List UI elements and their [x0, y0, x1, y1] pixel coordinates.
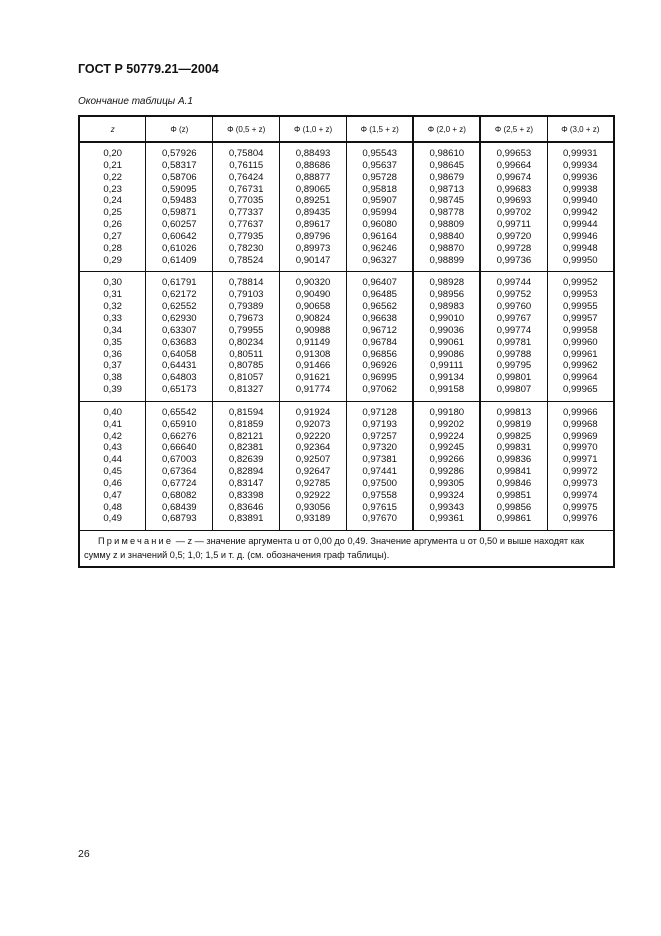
cell-value: 0,99702 [480, 207, 547, 219]
cell-value: 0,78524 [213, 255, 280, 272]
cell-value: 0,95728 [347, 172, 414, 184]
cell-value: 0,89251 [280, 195, 347, 207]
cell-value: 0,99944 [547, 219, 614, 231]
cell-z: 0,29 [79, 255, 146, 272]
cell-value: 0,83646 [213, 502, 280, 514]
cell-value: 0,67364 [146, 466, 213, 478]
cell-value: 0,82121 [213, 431, 280, 443]
cell-value: 0,99180 [413, 401, 480, 418]
table-row [79, 401, 614, 418]
cell-value: 0,97062 [347, 384, 414, 401]
cell-value: 0,99953 [547, 289, 614, 301]
cell-value: 0,89435 [280, 207, 347, 219]
cell-value: 0,99952 [547, 272, 614, 289]
cell-value: 0,92922 [280, 490, 347, 502]
note-text: — z — значение аргумента u от 0,00 до 0,49. Значение аргумента u от 0,50 и выше находят как сумму z и значений 0,5; 1,0; 1,5 и т. д. (см. обозначения граф таблицы). [84, 536, 585, 561]
cell-value: 0,99831 [480, 442, 547, 454]
cell-value: 0,92647 [280, 466, 347, 478]
cell-value: 0,77637 [213, 219, 280, 231]
cell-value: 0,97615 [347, 502, 414, 514]
cell-value: 0,99964 [547, 372, 614, 384]
cell-value: 0,99938 [547, 184, 614, 196]
cell-value: 0,81327 [213, 384, 280, 401]
table-row [79, 207, 614, 219]
cell-value: 0,99664 [480, 160, 547, 172]
cell-value: 0,83147 [213, 478, 280, 490]
cell-value: 0,95994 [347, 207, 414, 219]
cell-value: 0,99202 [413, 419, 480, 431]
cell-value: 0,97320 [347, 442, 414, 454]
cell-value: 0,65542 [146, 401, 213, 418]
cell-value: 0,89065 [280, 184, 347, 196]
cell-value: 0,92220 [280, 431, 347, 443]
table-row [79, 313, 614, 325]
cell-value: 0,99286 [413, 466, 480, 478]
cell-value: 0,61791 [146, 272, 213, 289]
cell-value: 0,99788 [480, 349, 547, 361]
cell-value: 0,99936 [547, 172, 614, 184]
cell-value: 0,99744 [480, 272, 547, 289]
cell-value: 0,91466 [280, 360, 347, 372]
cell-value: 0,77337 [213, 207, 280, 219]
column-header-z: z [79, 116, 146, 142]
cell-value: 0,95818 [347, 184, 414, 196]
cell-value: 0,64058 [146, 349, 213, 361]
cell-value: 0,82894 [213, 466, 280, 478]
cell-value: 0,80234 [213, 337, 280, 349]
cell-value: 0,98809 [413, 219, 480, 231]
table-caption: Окончание таблицы А.1 [78, 96, 193, 107]
cell-value: 0,97257 [347, 431, 414, 443]
cell-value: 0,59095 [146, 184, 213, 196]
table-row [79, 349, 614, 361]
cell-value: 0,64431 [146, 360, 213, 372]
cell-value: 0,99950 [547, 255, 614, 272]
cell-z: 0,26 [79, 219, 146, 231]
column-header-phi-z: Φ (z) [146, 116, 213, 142]
cell-value: 0,99305 [413, 478, 480, 490]
cell-value: 0,79955 [213, 325, 280, 337]
cell-value: 0,68439 [146, 502, 213, 514]
cell-value: 0,89617 [280, 219, 347, 231]
column-header-phi-1-0: Φ (1,0 + z) [280, 116, 347, 142]
cell-z: 0,35 [79, 337, 146, 349]
cell-value: 0,99969 [547, 431, 614, 443]
cell-value: 0,99975 [547, 502, 614, 514]
cell-value: 0,81859 [213, 419, 280, 431]
cell-value: 0,90490 [280, 289, 347, 301]
table-row [79, 195, 614, 207]
cell-value: 0,92073 [280, 419, 347, 431]
cell-value: 0,99781 [480, 337, 547, 349]
cell-value: 0,92785 [280, 478, 347, 490]
cell-value: 0,90658 [280, 301, 347, 313]
cell-value: 0,77035 [213, 195, 280, 207]
column-header-phi-2-0: Φ (2,0 + z) [413, 116, 480, 142]
cell-value: 0,99946 [547, 231, 614, 243]
cell-value: 0,82639 [213, 454, 280, 466]
cell-value: 0,99968 [547, 419, 614, 431]
cell-value: 0,99324 [413, 490, 480, 502]
cell-value: 0,99795 [480, 360, 547, 372]
cell-value: 0,90824 [280, 313, 347, 325]
cell-value: 0,99774 [480, 325, 547, 337]
cell-value: 0,99728 [480, 243, 547, 255]
cell-value: 0,99970 [547, 442, 614, 454]
cell-z: 0,25 [79, 207, 146, 219]
table-row [79, 490, 614, 502]
cell-value: 0,99819 [480, 419, 547, 431]
cell-value: 0,99962 [547, 360, 614, 372]
table-row [79, 502, 614, 514]
table-row [79, 431, 614, 443]
cell-value: 0,96327 [347, 255, 414, 272]
table-row [79, 231, 614, 243]
cell-value: 0,99825 [480, 431, 547, 443]
cell-value: 0,62172 [146, 289, 213, 301]
cell-value: 0,63307 [146, 325, 213, 337]
table-row [79, 289, 614, 301]
cell-value: 0,98645 [413, 160, 480, 172]
cell-value: 0,90988 [280, 325, 347, 337]
cell-value: 0,61409 [146, 255, 213, 272]
cell-value: 0,76424 [213, 172, 280, 184]
cell-value: 0,99767 [480, 313, 547, 325]
cell-value: 0,88493 [280, 142, 347, 160]
table-row [79, 172, 614, 184]
cell-value: 0,81594 [213, 401, 280, 418]
table-block [79, 142, 614, 272]
cell-value: 0,65173 [146, 384, 213, 401]
cell-value: 0,89973 [280, 243, 347, 255]
cell-z: 0,31 [79, 289, 146, 301]
column-header-phi-3-0: Φ (3,0 + z) [547, 116, 614, 142]
cell-value: 0,99711 [480, 219, 547, 231]
cell-value: 0,99851 [480, 490, 547, 502]
cell-value: 0,99807 [480, 384, 547, 401]
table-header-row [79, 116, 614, 142]
cell-value: 0,99361 [413, 513, 480, 530]
cell-z: 0,20 [79, 142, 146, 160]
table-row [79, 478, 614, 490]
cell-value: 0,97558 [347, 490, 414, 502]
cell-value: 0,95907 [347, 195, 414, 207]
cell-value: 0,79673 [213, 313, 280, 325]
cell-value: 0,98610 [413, 142, 480, 160]
cell-value: 0,98778 [413, 207, 480, 219]
page-number: 26 [78, 848, 90, 860]
cell-value: 0,99693 [480, 195, 547, 207]
cell-z: 0,30 [79, 272, 146, 289]
cell-value: 0,76115 [213, 160, 280, 172]
cell-value: 0,99846 [480, 478, 547, 490]
cell-value: 0,66640 [146, 442, 213, 454]
cell-value: 0,79389 [213, 301, 280, 313]
cell-value: 0,78814 [213, 272, 280, 289]
table-row [79, 184, 614, 196]
cell-z: 0,28 [79, 243, 146, 255]
cell-value: 0,83891 [213, 513, 280, 530]
table-row [79, 337, 614, 349]
cell-z: 0,38 [79, 372, 146, 384]
table-row [79, 384, 614, 401]
cell-value: 0,81057 [213, 372, 280, 384]
cell-value: 0,59483 [146, 195, 213, 207]
cell-value: 0,99158 [413, 384, 480, 401]
cell-z: 0,32 [79, 301, 146, 313]
cell-value: 0,99931 [547, 142, 614, 160]
cell-value: 0,99111 [413, 360, 480, 372]
table-row [79, 454, 614, 466]
cell-value: 0,95543 [347, 142, 414, 160]
table-note [79, 531, 614, 568]
cell-value: 0,96995 [347, 372, 414, 384]
cell-value: 0,95637 [347, 160, 414, 172]
table-block [79, 401, 614, 530]
cell-z: 0,44 [79, 454, 146, 466]
cell-value: 0,99934 [547, 160, 614, 172]
cell-value: 0,61026 [146, 243, 213, 255]
cell-value: 0,99965 [547, 384, 614, 401]
cell-value: 0,68082 [146, 490, 213, 502]
table-row [79, 442, 614, 454]
cell-value: 0,57926 [146, 142, 213, 160]
cell-z: 0,42 [79, 431, 146, 443]
cell-value: 0,60257 [146, 219, 213, 231]
cell-value: 0,93189 [280, 513, 347, 530]
table-row [79, 219, 614, 231]
cell-value: 0,98745 [413, 195, 480, 207]
cell-value: 0,99010 [413, 313, 480, 325]
cell-value: 0,96080 [347, 219, 414, 231]
cell-z: 0,34 [79, 325, 146, 337]
cell-value: 0,91774 [280, 384, 347, 401]
cell-value: 0,96856 [347, 349, 414, 361]
cell-value: 0,96246 [347, 243, 414, 255]
cell-z: 0,36 [79, 349, 146, 361]
cell-value: 0,90320 [280, 272, 347, 289]
cell-value: 0,62552 [146, 301, 213, 313]
cell-value: 0,80511 [213, 349, 280, 361]
cell-value: 0,99674 [480, 172, 547, 184]
column-header-phi-1-5: Φ (1,5 + z) [347, 116, 414, 142]
cell-value: 0,96784 [347, 337, 414, 349]
document-title: ГОСТ Р 50779.21—2004 [78, 62, 219, 76]
table-row [79, 513, 614, 530]
column-header-phi-2-5: Φ (2,5 + z) [480, 116, 547, 142]
cell-value: 0,99966 [547, 401, 614, 418]
cell-value: 0,79103 [213, 289, 280, 301]
cell-value: 0,91308 [280, 349, 347, 361]
cell-value: 0,80785 [213, 360, 280, 372]
cell-z: 0,23 [79, 184, 146, 196]
cell-z: 0,27 [79, 231, 146, 243]
cell-z: 0,48 [79, 502, 146, 514]
table-row [79, 272, 614, 289]
cell-value: 0,92507 [280, 454, 347, 466]
cell-value: 0,83398 [213, 490, 280, 502]
cell-value: 0,90147 [280, 255, 347, 272]
cell-value: 0,99948 [547, 243, 614, 255]
cell-z: 0,22 [79, 172, 146, 184]
cell-value: 0,99972 [547, 466, 614, 478]
cell-z: 0,47 [79, 490, 146, 502]
cell-value: 0,99813 [480, 401, 547, 418]
cell-value: 0,97500 [347, 478, 414, 490]
cell-value: 0,99942 [547, 207, 614, 219]
cell-value: 0,88877 [280, 172, 347, 184]
cell-value: 0,97381 [347, 454, 414, 466]
cell-z: 0,21 [79, 160, 146, 172]
cell-value: 0,99801 [480, 372, 547, 384]
cell-value: 0,96926 [347, 360, 414, 372]
cell-value: 0,99134 [413, 372, 480, 384]
table-row [79, 325, 614, 337]
cell-value: 0,60642 [146, 231, 213, 243]
cell-value: 0,99958 [547, 325, 614, 337]
cell-value: 0,98983 [413, 301, 480, 313]
cell-z: 0,49 [79, 513, 146, 530]
cell-value: 0,99086 [413, 349, 480, 361]
table-row [79, 301, 614, 313]
cell-value: 0,67724 [146, 478, 213, 490]
cell-z: 0,45 [79, 466, 146, 478]
cell-value: 0,82381 [213, 442, 280, 454]
cell-value: 0,99856 [480, 502, 547, 514]
cell-value: 0,96485 [347, 289, 414, 301]
normal-distribution-table [78, 115, 615, 568]
cell-value: 0,96638 [347, 313, 414, 325]
cell-value: 0,98956 [413, 289, 480, 301]
cell-value: 0,97670 [347, 513, 414, 530]
table-row [79, 255, 614, 272]
cell-value: 0,99266 [413, 454, 480, 466]
table-row [79, 142, 614, 160]
cell-value: 0,91924 [280, 401, 347, 418]
cell-value: 0,63683 [146, 337, 213, 349]
cell-value: 0,58317 [146, 160, 213, 172]
cell-value: 0,99974 [547, 490, 614, 502]
cell-value: 0,97193 [347, 419, 414, 431]
cell-value: 0,93056 [280, 502, 347, 514]
cell-z: 0,37 [79, 360, 146, 372]
cell-value: 0,65910 [146, 419, 213, 431]
table-row [79, 372, 614, 384]
table-row [79, 466, 614, 478]
cell-value: 0,78230 [213, 243, 280, 255]
cell-value: 0,99973 [547, 478, 614, 490]
cell-value: 0,98840 [413, 231, 480, 243]
cell-value: 0,92364 [280, 442, 347, 454]
cell-value: 0,91149 [280, 337, 347, 349]
cell-value: 0,99752 [480, 289, 547, 301]
cell-value: 0,98870 [413, 243, 480, 255]
cell-value: 0,99736 [480, 255, 547, 272]
cell-value: 0,98713 [413, 184, 480, 196]
table-row [79, 419, 614, 431]
cell-value: 0,91621 [280, 372, 347, 384]
column-header-phi-0-5: Φ (0,5 + z) [213, 116, 280, 142]
cell-value: 0,99245 [413, 442, 480, 454]
cell-value: 0,89796 [280, 231, 347, 243]
cell-z: 0,41 [79, 419, 146, 431]
cell-value: 0,99061 [413, 337, 480, 349]
cell-value: 0,77935 [213, 231, 280, 243]
cell-value: 0,99720 [480, 231, 547, 243]
cell-value: 0,68793 [146, 513, 213, 530]
cell-value: 0,99976 [547, 513, 614, 530]
cell-z: 0,40 [79, 401, 146, 418]
cell-value: 0,99961 [547, 349, 614, 361]
cell-value: 0,99957 [547, 313, 614, 325]
cell-value: 0,64803 [146, 372, 213, 384]
cell-value: 0,99971 [547, 454, 614, 466]
cell-value: 0,59871 [146, 207, 213, 219]
cell-value: 0,88686 [280, 160, 347, 172]
cell-value: 0,98899 [413, 255, 480, 272]
cell-value: 0,99955 [547, 301, 614, 313]
cell-value: 0,99760 [480, 301, 547, 313]
cell-value: 0,62930 [146, 313, 213, 325]
cell-value: 0,99653 [480, 142, 547, 160]
cell-value: 0,97128 [347, 401, 414, 418]
cell-value: 0,99861 [480, 513, 547, 530]
cell-value: 0,96562 [347, 301, 414, 313]
cell-z: 0,43 [79, 442, 146, 454]
cell-z: 0,33 [79, 313, 146, 325]
cell-value: 0,76731 [213, 184, 280, 196]
table-row [79, 243, 614, 255]
cell-value: 0,99940 [547, 195, 614, 207]
cell-value: 0,99836 [480, 454, 547, 466]
table-row [79, 160, 614, 172]
cell-value: 0,96712 [347, 325, 414, 337]
cell-value: 0,66276 [146, 431, 213, 443]
cell-value: 0,67003 [146, 454, 213, 466]
cell-z: 0,46 [79, 478, 146, 490]
cell-value: 0,98928 [413, 272, 480, 289]
table-block [79, 272, 614, 401]
cell-value: 0,99343 [413, 502, 480, 514]
cell-value: 0,98679 [413, 172, 480, 184]
cell-value: 0,99224 [413, 431, 480, 443]
cell-value: 0,99960 [547, 337, 614, 349]
cell-value: 0,75804 [213, 142, 280, 160]
cell-value: 0,99036 [413, 325, 480, 337]
cell-value: 0,96407 [347, 272, 414, 289]
cell-value: 0,58706 [146, 172, 213, 184]
cell-value: 0,97441 [347, 466, 414, 478]
cell-z: 0,24 [79, 195, 146, 207]
cell-value: 0,99841 [480, 466, 547, 478]
cell-z: 0,39 [79, 384, 146, 401]
table-note-row [79, 531, 614, 568]
note-label: Примечание [98, 536, 174, 547]
table-row [79, 360, 614, 372]
cell-value: 0,96164 [347, 231, 414, 243]
cell-value: 0,99683 [480, 184, 547, 196]
